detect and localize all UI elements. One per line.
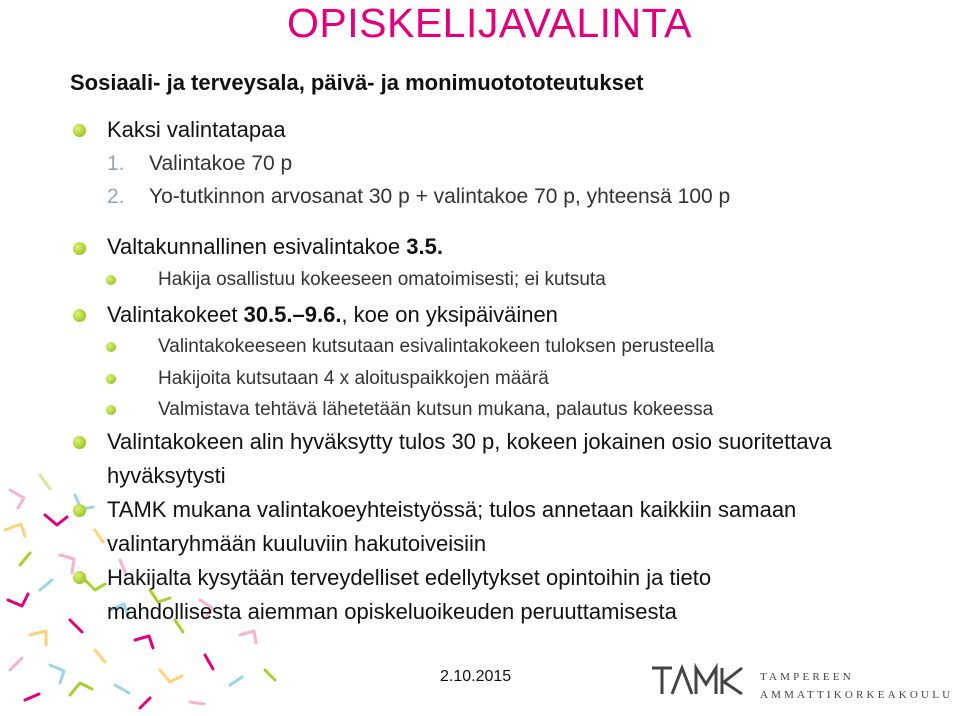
slide-subtitle: Sosiaali- ja terveysala, päivä- ja monimuotototeutukset xyxy=(70,70,644,95)
list-item: Valmistava tehtävä lähetetään kutsun mukana, palautus kokeessa xyxy=(158,399,714,420)
logo-mark-text: TAMK xyxy=(700,695,703,696)
list-item: TAMK mukana valintakoeyhteistyössä; tulos annetaan kaikkiin samaan xyxy=(107,497,797,522)
footer-date: 2.10.2015 xyxy=(440,668,512,685)
list-item: Kaksi valintatapaa xyxy=(107,117,286,142)
logo-text: TAMPEREEN AMMATTIKORKEAKOULU xyxy=(760,671,954,701)
bullet-dot-icon xyxy=(106,405,116,415)
list-item: Valintakokeen alin hyväksytty tulos 30 p, kokeen jokainen osio suoritettava xyxy=(107,429,832,454)
list-item-continuation: mahdollisesta aiemman opiskeluoikeuden peruuttamisesta xyxy=(107,599,677,624)
list-number: 1. xyxy=(107,152,125,175)
bullet-dot-icon xyxy=(73,571,86,584)
list-item-continuation: valintaryhmään kuuluviin hakutoiveisiin xyxy=(107,531,487,556)
bullet-dot-icon xyxy=(106,374,116,384)
bullet-dot-icon xyxy=(73,242,86,255)
list-item: Hakija osallistuu kokeeseen omatoimisesti; ei kutsuta xyxy=(158,269,606,290)
list-item: Hakijalta kysytään terveydelliset edellytykset opintoihin ja tieto xyxy=(107,565,712,590)
list-item: 2. Yo-tutkinnon arvosanat 30 p + valintakoe 70 p, yhteensä 100 p xyxy=(107,185,731,208)
bullet-dot-icon xyxy=(73,436,86,449)
bullet-dot-icon xyxy=(106,342,116,352)
list-item: Valintakokeeseen kutsutaan esivalintakokeen tuloksen perusteella xyxy=(158,336,715,357)
tamk-logo xyxy=(650,662,750,696)
list-item: Valintakokeet 30.5.–9.6., koe on yksipäiväinen xyxy=(107,302,558,327)
bullet-dot-icon xyxy=(106,275,116,285)
list-item: Hakijoita kutsutaan 4 x aloituspaikkojen määrä xyxy=(158,368,549,389)
bullet-dot-icon xyxy=(73,504,86,517)
list-item-continuation: hyväksytysti xyxy=(107,463,226,488)
bullet-dot-icon xyxy=(73,309,86,322)
slide-title: OPISKELIJAVALINTA xyxy=(287,0,692,46)
list-item: Valtakunnallinen esivalintakoe 3.5. xyxy=(107,234,443,259)
bullet-dot-icon xyxy=(73,124,86,137)
list-number: 2. xyxy=(107,185,125,208)
list-item: 1. Valintakoe 70 p xyxy=(107,152,293,175)
